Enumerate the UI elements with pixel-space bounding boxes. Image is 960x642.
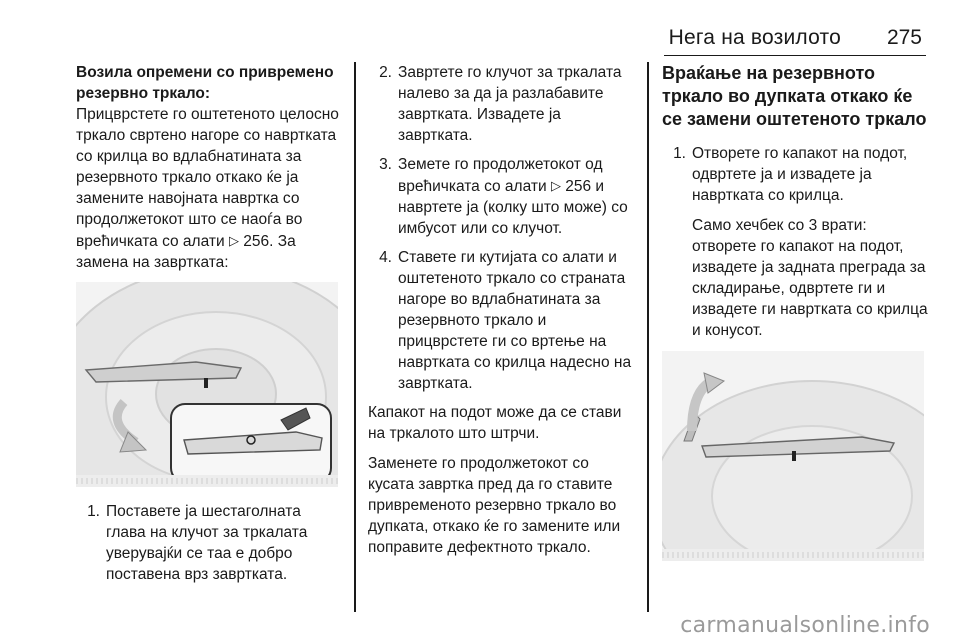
watermark: carmanualsonline.info (680, 613, 930, 638)
hatchback-note: Само хечбек со 3 врати: отворете го капакот на подот, извадете ја задната преграда за складирање, одвртете ги и извадете ги навртката со крилца и конусот. (692, 217, 928, 339)
column-divider-1 (354, 62, 356, 612)
step-text: Ставете ги кутијата со алати и оштетеното тркало со страната нагоре во вдлабнатината за резервното тркало и прицврстете ги со вртење на навртката со крилца надесно на завртката. (398, 249, 632, 392)
step-2 (368, 62, 636, 146)
step-number: 1. (87, 503, 100, 520)
step-text: Поставете ја шестаголната глава на клучот за тркалата уверувајќи се таа е добро поставена врз завртката. (106, 503, 308, 583)
step-number: 2. (379, 64, 392, 81)
bolt-replacement-note: Заменете го продолжетокот со кусата завртка пред да го ставите привременото резервно тркало во дупката, откако ќе го замените или поправите дефектното тркало. (368, 455, 621, 556)
floor-cover-drawing (662, 351, 924, 561)
intro-paragraph: Прицврстете го оштетеното целосно тркало свртено нагоре со навртката со крилца во вдлабнатината за резервното тркало откако ќе ја замените навојната навртка со продолжетокот што се наоѓа во врећичката со алати ▷ 256. За замена на завртката: (76, 106, 339, 271)
step-3 (368, 154, 636, 239)
wheel-wrench-drawing (76, 282, 338, 487)
triangle-right-icon: ▷ (550, 178, 561, 193)
column-3 (662, 62, 928, 575)
section-heading-temporary-spare: Возила опремени со привремено резервно тркало: (76, 64, 334, 102)
step-number: 4. (379, 249, 392, 266)
section-heading-return-spare: Враќање на резервното тркало во дупката откако ќе се замени оштетеното тркало (662, 63, 927, 129)
page-number: 275 (886, 26, 922, 49)
triangle-right-icon: ▷ (228, 233, 239, 248)
page-header (664, 20, 926, 56)
step-text: Отворете го капакот на подот, одвртете ја и извадете ја навртката со крилца. Само хечбек со 3 врати: отворете го капакот на подот, извадете ја задната преграда за складирање, одвртете ги и извадете ги навртката со крилца и конусот. (692, 145, 928, 339)
step-text: Завртете го клучот за тркалата налево за да ја разлабавите завртката. Извадете ја завртката. (398, 64, 622, 144)
illustration-floor-cover (662, 351, 924, 561)
column-divider-2 (647, 62, 649, 612)
page-title: Нега на возилото (668, 26, 841, 49)
page-reference: 256. За замена на завртката: (76, 233, 296, 271)
header-divider (664, 55, 926, 57)
step-1-col3 (662, 143, 928, 341)
step-text: Земете го продолжетокот од врећичката со алати ▷ 256 и навртете ја (колку што може) со имбусот или со клучот. (398, 156, 628, 237)
floor-cover-note: Капакот на подот може да се стави на тркалото што штрчи. (368, 404, 622, 442)
step-1-col1 (76, 501, 344, 585)
step-4 (368, 247, 636, 394)
column-2 (368, 62, 636, 567)
illustration-wheel-wrench (76, 282, 338, 487)
column-1 (76, 62, 344, 593)
step-number: 1. (673, 145, 686, 162)
step-number: 3. (379, 156, 392, 173)
